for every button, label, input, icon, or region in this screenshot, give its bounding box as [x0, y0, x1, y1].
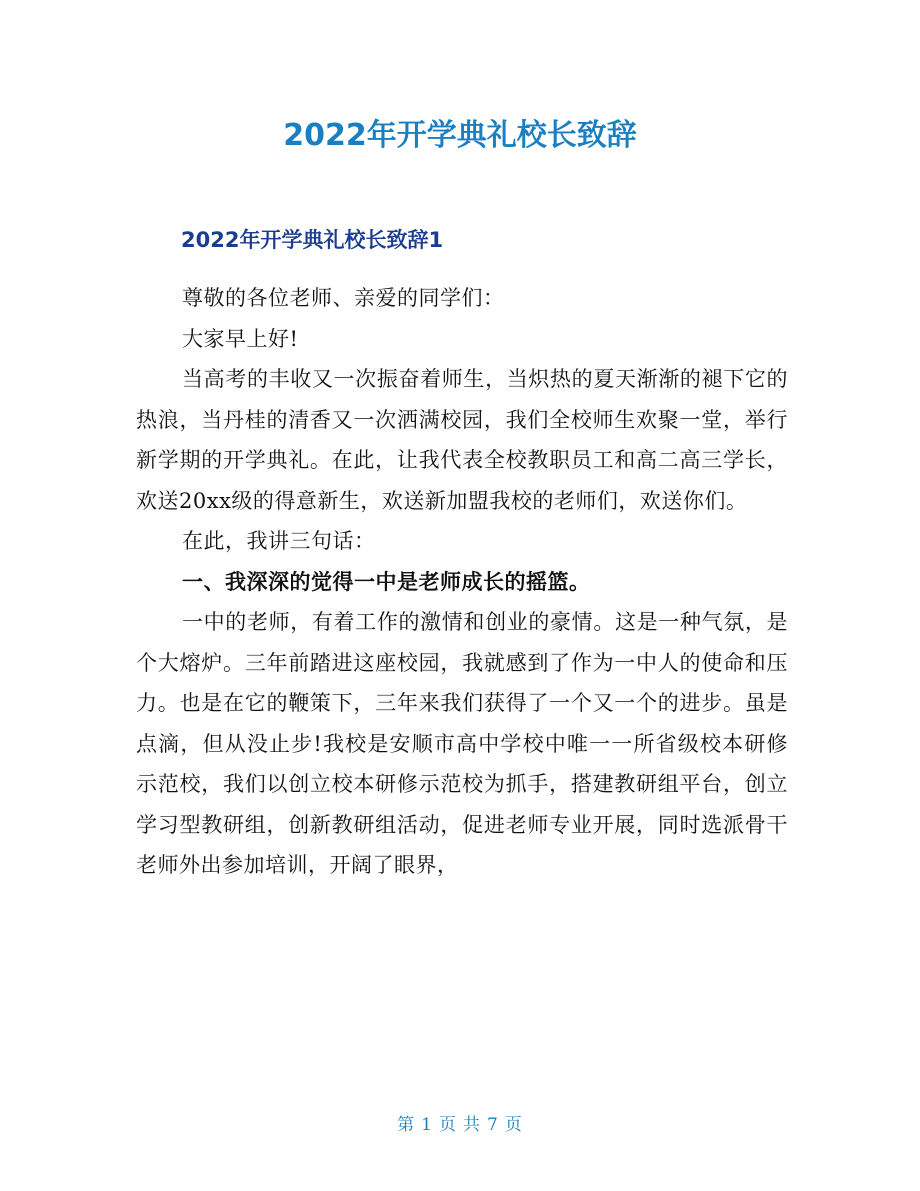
opening-paragraph: 当高考的丰收又一次振奋着师生，当炽热的夏天渐渐的褪下它的热浪，当丹桂的清香又一次洒满校园，我们全校师生欢聚一堂，举行新学期的开学典礼。在此，让我代表全校教职员工和高二高三学长，欢送20xx级的得意新生，欢送新加盟我校的老师们，欢送你们。	[136, 367, 788, 513]
document-title: 2022年开学典礼校长致辞	[283, 118, 637, 153]
point-one-heading: 一、我深深的觉得一中是老师成长的摇篮。	[182, 568, 591, 594]
document-body	[136, 278, 788, 886]
footer-page-label: 页	[439, 1115, 457, 1135]
intro-paragraph: 在此，我讲三句话：	[182, 529, 376, 553]
section-heading: 2022年开学典礼校长致辞1	[181, 228, 444, 252]
footer-prefix: 第	[397, 1115, 416, 1135]
footer-current-page: 1	[421, 1115, 433, 1135]
point-one-paragraph: 一中的老师，有着工作的激情和创业的豪情。这是一种气氛，是个大熔炉。三年前踏进这座校园，我就感到了作为一中人的使命和压力。也是在它的鞭策下，三年来我们获得了一个又一个的进步。虽是点滴，但从没止步!我校是安顺市高中学校中唯一一所省级校本研修示范校，我们以创立校本研修示范校为抓手，搭建教研组平台，创立学习型教研组，创新教研组活动，促进老师专业开展，同时选派骨干老师外出参加培训，开阔了眼界，	[136, 610, 788, 877]
footer-total-pages: 7	[487, 1115, 499, 1135]
greeting-paragraph: 大家早上好!	[182, 326, 299, 351]
salutation-paragraph: 尊敬的各位老师、亲爱的同学们：	[182, 286, 505, 310]
page-footer	[0, 1113, 920, 1137]
footer-suffix: 页	[504, 1115, 523, 1135]
footer-total-label: 共	[463, 1115, 481, 1135]
